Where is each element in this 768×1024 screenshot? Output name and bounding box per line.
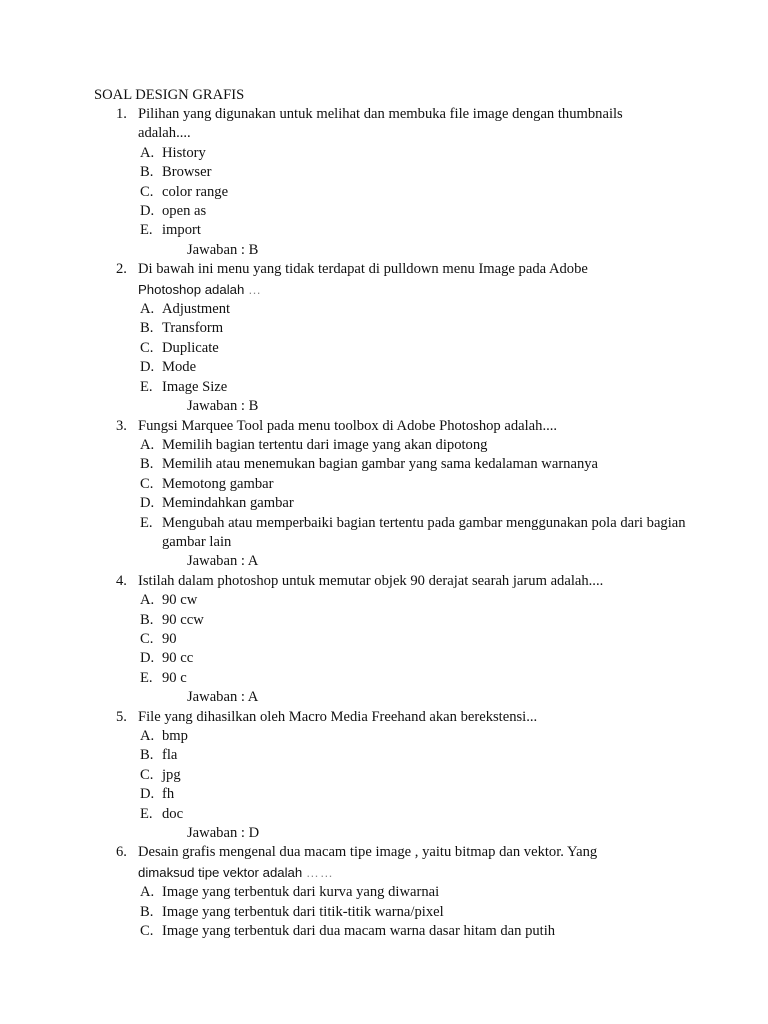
answer-option <box>94 378 694 397</box>
answer-option <box>94 455 694 474</box>
answer-option <box>94 144 694 163</box>
answer-key: Jawaban : B <box>187 241 259 258</box>
question-number: 5. <box>116 708 127 725</box>
option-list <box>94 591 694 688</box>
question-text-cont: dimaksud tipe vektor adalah <box>138 864 303 880</box>
option-text: 90 cw <box>162 592 198 609</box>
question-number: 6. <box>116 844 127 861</box>
question-text: Istilah dalam photoshop untuk memutar objek 90 derajat searah jarum adalah.... <box>138 572 604 589</box>
answer-option <box>94 883 694 902</box>
option-text: Memilih atau menemukan bagian gambar yang sama kedalaman warnanya <box>162 456 599 473</box>
answer-option <box>94 903 694 922</box>
option-letter: B. <box>140 320 154 337</box>
option-letter: B. <box>140 164 154 181</box>
option-text: Memotong gambar <box>162 475 274 492</box>
question-ellipsis: …… <box>305 864 334 880</box>
answer-option <box>94 611 694 630</box>
option-text: Memindahkan gambar <box>162 495 294 512</box>
option-list <box>94 727 694 824</box>
question-line <box>94 708 694 727</box>
option-letter: D. <box>140 495 155 512</box>
question-text-cont: adalah.... <box>138 125 191 142</box>
option-letter: E. <box>140 514 153 531</box>
question-ellipsis: … <box>247 281 262 297</box>
option-text: Memilih bagian tertentu dari image yang akan dipotong <box>162 436 488 453</box>
option-text: Browser <box>162 164 212 181</box>
question-item <box>94 260 694 416</box>
option-text: fla <box>162 747 178 764</box>
question-item <box>94 843 694 941</box>
question-text: File yang dihasilkan oleh Macro Media Freehand akan berekstensi... <box>138 708 538 725</box>
answer-option <box>94 163 694 182</box>
option-text: Image Size <box>162 378 228 395</box>
option-text: 90 <box>162 630 177 647</box>
question-item <box>94 572 694 708</box>
option-text: 90 cc <box>162 650 194 667</box>
answer-option <box>94 358 694 377</box>
answer-option <box>94 922 694 941</box>
question-number: 3. <box>116 417 127 434</box>
option-letter: C. <box>140 630 154 647</box>
question-item <box>94 417 694 572</box>
question-text-continuation <box>94 863 694 883</box>
option-text: Transform <box>162 320 224 337</box>
option-letter: A. <box>140 728 155 744</box>
option-letter: B. <box>140 456 154 473</box>
question-text: Di bawah ini menu yang tidak terdapat di pulldown menu Image pada Adobe <box>138 261 588 278</box>
answer-option <box>94 727 694 746</box>
option-text: Duplicate <box>162 339 219 356</box>
question-list <box>94 105 694 941</box>
option-letter: A. <box>140 301 155 318</box>
answer-option <box>94 300 694 319</box>
option-letter: B. <box>140 611 154 628</box>
option-text: Image yang terbentuk dari dua macam warna dasar hitam dan putih <box>162 923 556 940</box>
option-text: jpg <box>162 766 181 783</box>
option-text: 90 c <box>162 669 187 686</box>
question-text-cont: Photoshop adalah <box>138 281 245 297</box>
question-text-continuation <box>94 280 694 300</box>
answer-option <box>94 669 694 688</box>
option-list <box>94 144 694 241</box>
question-number: 1. <box>116 106 127 122</box>
option-letter: D. <box>140 786 155 803</box>
question-line <box>94 260 694 279</box>
option-text: import <box>162 222 201 239</box>
document-title: SOAL DESIGN GRAFIS <box>94 87 245 103</box>
answer-key: Jawaban : A <box>187 689 259 706</box>
question-item <box>94 105 694 260</box>
option-text: 90 ccw <box>162 611 204 628</box>
option-letter: E. <box>140 669 153 686</box>
option-letter: E. <box>140 378 153 395</box>
option-text: open as <box>162 203 207 220</box>
option-letter: A. <box>140 436 155 453</box>
answer-option <box>94 475 694 494</box>
option-letter: C. <box>140 475 154 492</box>
answer-option <box>94 494 694 513</box>
option-text: doc <box>162 805 184 822</box>
option-letter: C. <box>140 339 154 356</box>
option-letter: E. <box>140 222 153 239</box>
answer-key: Jawaban : A <box>187 553 259 570</box>
option-letter: D. <box>140 203 155 220</box>
question-text: Fungsi Marquee Tool pada menu toolbox di Adobe Photoshop adalah.... <box>138 417 558 434</box>
option-text: Image yang terbentuk dari kurva yang diwarnai <box>162 884 440 901</box>
option-text: fh <box>162 786 175 803</box>
question-number: 4. <box>116 572 127 589</box>
option-text: bmp <box>162 728 188 744</box>
option-text: History <box>162 144 206 161</box>
option-text: Mengubah atau memperbaiki bagian tertentu pada gambar menggunakan pola dari bagian gambar lain <box>162 514 686 550</box>
answer-option <box>94 183 694 202</box>
question-line <box>94 417 694 436</box>
answer-option <box>94 514 694 553</box>
question-text: Desain grafis mengenal dua macam tipe image , yaitu bitmap dan vektor. Yang <box>138 844 598 861</box>
option-text: color range <box>162 183 229 200</box>
option-text: Image yang terbentuk dari titik-titik warna/pixel <box>162 903 444 920</box>
option-list <box>94 883 694 941</box>
option-letter: A. <box>140 144 155 161</box>
answer-option <box>94 436 694 455</box>
question-number: 2. <box>116 261 127 278</box>
option-letter: D. <box>140 650 155 667</box>
answer-option <box>94 221 694 240</box>
option-letter: E. <box>140 805 153 822</box>
answer-option <box>94 591 694 610</box>
option-letter: B. <box>140 903 154 920</box>
option-list <box>94 300 694 397</box>
question-line <box>94 572 694 591</box>
option-letter: D. <box>140 359 155 376</box>
answer-option <box>94 785 694 804</box>
answer-key: Jawaban : B <box>187 398 259 415</box>
option-text: Adjustment <box>162 301 231 318</box>
answer-option <box>94 649 694 668</box>
option-letter: C. <box>140 923 154 940</box>
answer-key: Jawaban : D <box>187 825 260 842</box>
option-list <box>94 436 694 552</box>
option-letter: C. <box>140 183 154 200</box>
question-text-continuation <box>94 124 694 143</box>
question-text: Pilihan yang digunakan untuk melihat dan membuka file image dengan thumbnails <box>138 106 623 122</box>
answer-option <box>94 746 694 765</box>
question-line <box>94 843 694 862</box>
option-text: Mode <box>162 359 197 376</box>
question-item <box>94 708 694 844</box>
option-letter: B. <box>140 747 154 764</box>
option-letter: C. <box>140 766 154 783</box>
answer-option <box>94 805 694 824</box>
answer-option <box>94 630 694 649</box>
option-letter: A. <box>140 592 155 609</box>
answer-option <box>94 319 694 338</box>
question-line <box>94 105 694 124</box>
answer-option <box>94 766 694 785</box>
option-letter: A. <box>140 884 155 901</box>
answer-option <box>94 202 694 221</box>
answer-option <box>94 339 694 358</box>
